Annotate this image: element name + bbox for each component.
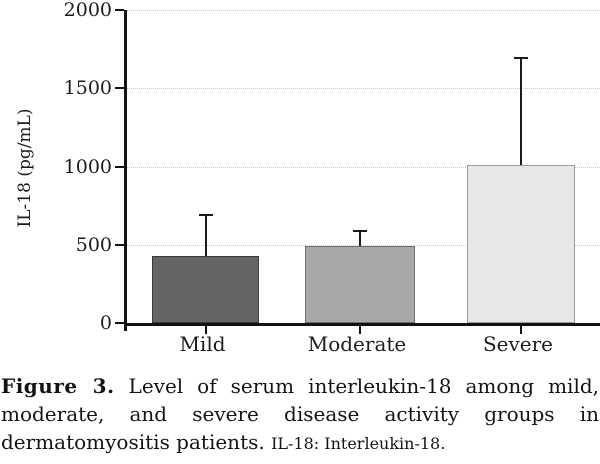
error-bar-cap-severe bbox=[514, 57, 528, 59]
figure-caption bbox=[0, 372, 600, 458]
error-bar-cap-moderate bbox=[353, 230, 367, 232]
x-tick-label-mild: Mild bbox=[179, 332, 226, 356]
y-tick-label-0: 0 bbox=[99, 312, 112, 334]
y-tickmark-2000 bbox=[115, 9, 124, 11]
y-tick-label-2000: 2000 bbox=[63, 0, 112, 21]
y-axis-title: IL-18 (pg/mL) bbox=[15, 108, 35, 228]
x-tick-label-moderate: Moderate bbox=[307, 332, 407, 356]
x-axis-tick-labels bbox=[124, 332, 597, 360]
y-tickmark-1000 bbox=[115, 166, 124, 168]
y-axis-extension bbox=[124, 323, 127, 331]
error-bar-moderate bbox=[359, 231, 361, 246]
y-tickmark-0 bbox=[115, 322, 124, 324]
error-bar-cap-mild bbox=[199, 214, 213, 216]
y-tick-label-500: 500 bbox=[75, 233, 112, 256]
bar-severe bbox=[467, 165, 575, 323]
y-tick-label-1500: 1500 bbox=[63, 77, 112, 100]
bar-moderate bbox=[305, 246, 415, 323]
y-tickmark-500 bbox=[115, 244, 124, 246]
x-tick-label-severe: Severe bbox=[482, 332, 554, 356]
figure-caption-note: IL-18: Interleukin-18. bbox=[271, 434, 446, 453]
error-bar-mild bbox=[205, 215, 207, 256]
y-tickmark-1500 bbox=[115, 87, 124, 89]
gridline-1500 bbox=[127, 88, 600, 89]
gridline-2000 bbox=[127, 10, 600, 11]
y-axis-tick-labels bbox=[0, 0, 112, 334]
figure-caption-label: Figure 3. bbox=[1, 374, 115, 398]
error-bar-severe bbox=[520, 58, 522, 165]
figure-caption-body: Level of serum interleukin-18 among mild, moderate, and severe disease activity groups in dermatomyositis patients. bbox=[1, 374, 600, 454]
y-tick-label-1000: 1000 bbox=[63, 155, 112, 178]
bar-mild bbox=[152, 256, 259, 323]
plot-area bbox=[124, 10, 600, 326]
